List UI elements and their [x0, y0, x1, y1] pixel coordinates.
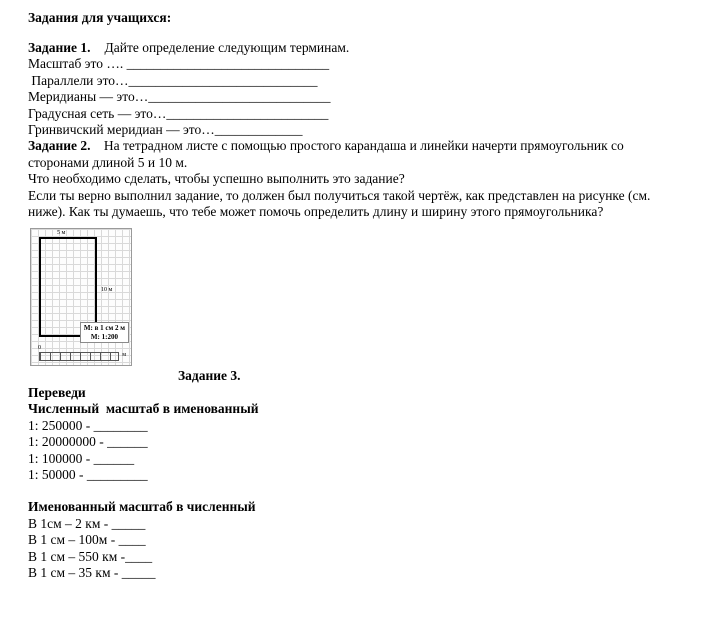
numeric-scale-line: 1: 100000 - ______	[28, 450, 135, 466]
rectangle-drawing-figure	[30, 228, 132, 366]
numeric-scale-line: 1: 250000 - ________	[28, 417, 148, 433]
definition-line-parallels: Параллели это…____________________________	[28, 72, 318, 88]
named-scale-line: В 1 см – 35 км - _____	[28, 564, 156, 580]
named-scale-line: В 1 см – 100м - ____	[28, 532, 146, 548]
named-to-numeric-header: Именованный масштаб в численный	[28, 499, 256, 515]
definition-line-meridians: Меридианы — это…___________________________	[28, 89, 331, 105]
page-title: Задания для учащихся:	[28, 10, 172, 25]
width-dimension-label: 5 м	[57, 230, 66, 237]
section-spacer	[28, 483, 683, 499]
definition-line-degree-grid: Градусная сеть — это…________________________	[28, 105, 329, 121]
task2-question2: Если ты верно выполнил задание, то должен был получиться такой чертёж, как представлен на рисунке (см. ниже). Как ты думаешь, что тебе может помочь определить длину и ширину этого прямоугольника?	[28, 187, 651, 220]
named-scale-line: В 1см – 2 км - _____	[28, 515, 146, 531]
task1-header	[28, 40, 683, 56]
task3-label: Задание 3.	[178, 368, 241, 384]
task3-subtitle: Переведи	[28, 384, 86, 400]
numeric-scale-line: 1: 20000000 - ______	[28, 434, 148, 450]
scale-ruler	[38, 345, 126, 361]
named-scale-label: М: в 1 см 2 м	[83, 324, 125, 333]
task2-question1: Что необходимо сделать, чтобы успешно выполнить это задание?	[28, 171, 405, 187]
graph-paper	[30, 228, 132, 366]
height-dimension-label: 10 м	[101, 287, 113, 294]
ruler-zero-label: 0	[38, 345, 41, 352]
task2-label: Задание 2.	[28, 138, 91, 154]
ruler-unit-label: м	[122, 352, 126, 359]
task2-paragraph	[28, 138, 683, 171]
task2-text1: На тетрадном листе с помощью простого карандаша и линейки начерти прямоугольник со сторонами длиной 5 и 10 м.	[28, 138, 624, 170]
definition-line-scale: Масштаб это …. ______________________________	[28, 56, 330, 72]
definition-line-greenwich: Гринвичский меридиан — это…_____________	[28, 122, 303, 138]
task1-label: Задание 1.	[28, 40, 91, 55]
scale-label-box	[80, 322, 129, 343]
named-scale-line: В 1 см – 550 км -____	[28, 548, 153, 564]
numeric-to-named-header: Численный масштаб в именованный	[28, 401, 259, 417]
task1-intro: Дайте определение следующим терминам.	[104, 40, 350, 55]
numeric-scale-label: М: 1:200	[90, 332, 118, 341]
numeric-scale-line: 1: 50000 - _________	[28, 466, 148, 482]
